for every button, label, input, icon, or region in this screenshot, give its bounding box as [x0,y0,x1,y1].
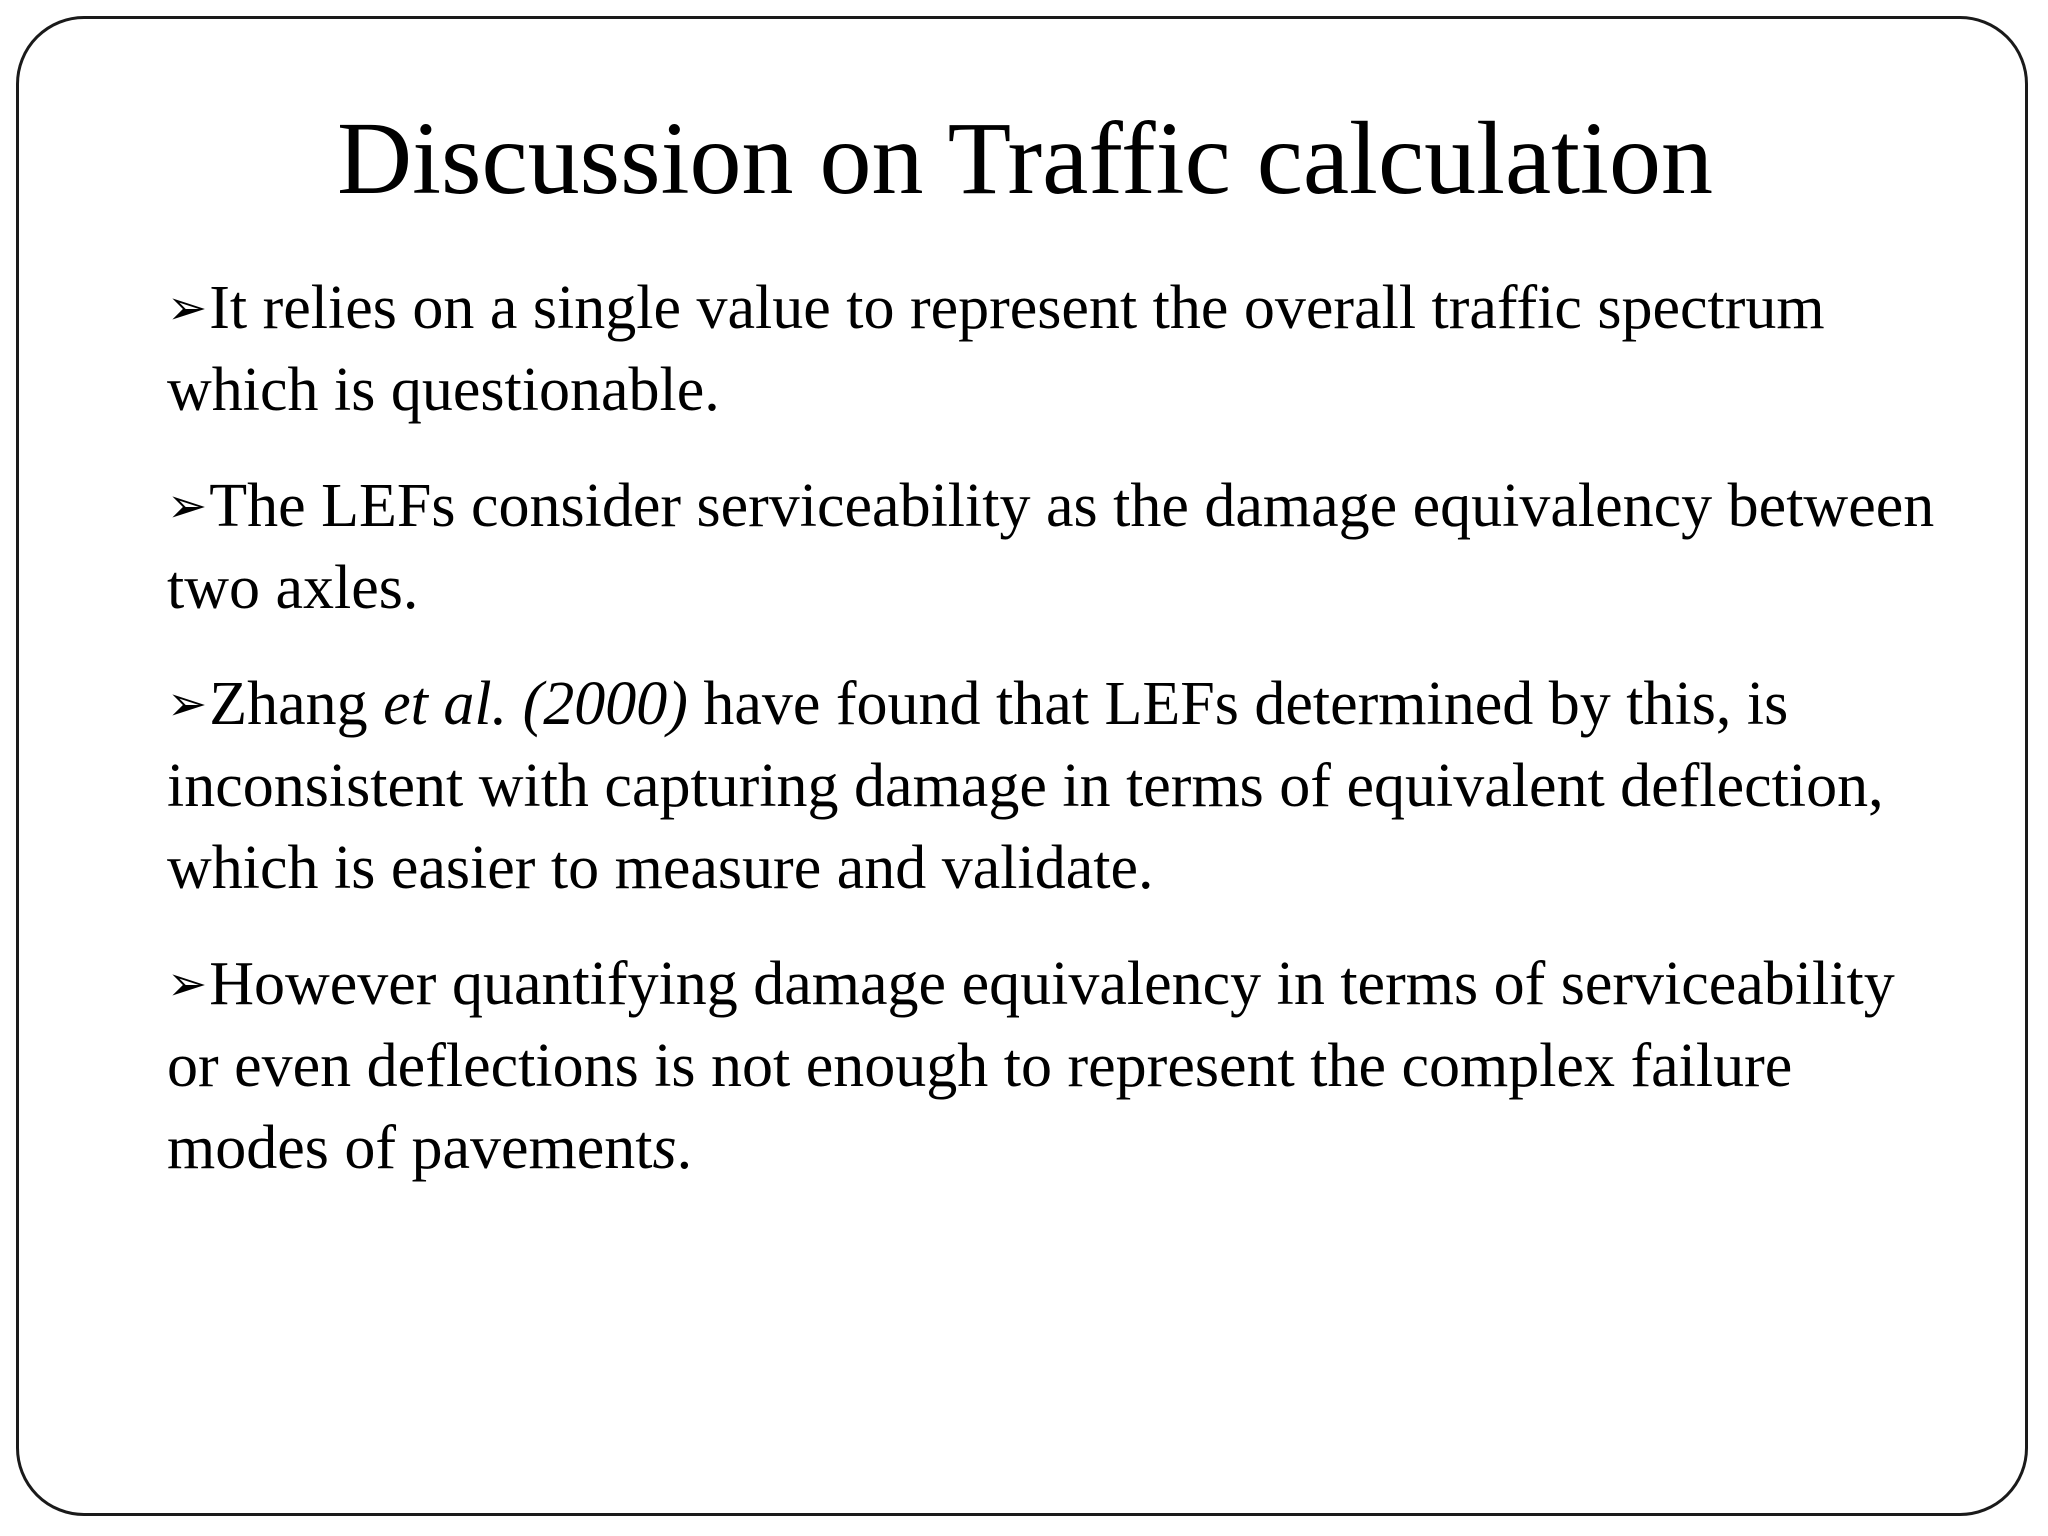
bullet-text: Zhang [209,670,384,738]
arrowhead-bullet-icon: ➢ [167,478,208,534]
bullet-text: It relies on a single value to represent the overall traffic spectrum which is questionable. [167,274,1825,424]
arrowhead-bullet-icon: ➢ [167,280,208,336]
bullet-text: have found that LEFs determined by this, is inconsistent with capturing damage in terms of equivalent deflection, which is easier to measure and validate. [167,670,1884,902]
bullet-text: . [676,1114,693,1182]
bullet-list [167,267,1957,1223]
bullet-text: The LEFs consider serviceability as the damage equivalency between two axles. [167,472,1935,622]
arrowhead-bullet-icon: ➢ [167,676,208,732]
bullet-item [167,465,1957,629]
italic-text: s [652,1114,677,1182]
bullet-item [167,663,1957,909]
bullet-item [167,267,1957,431]
slide-frame [16,16,2028,1516]
slide-title: Discussion on Traffic calculation [337,101,1713,216]
citation-text: et al. (2000) [383,670,688,738]
bullet-text: However quantifying damage equivalency in terms of serviceability or even deflections is not enough to represent the complex failure modes of pavement [167,950,1895,1182]
bullet-item [167,943,1957,1189]
arrowhead-bullet-icon: ➢ [167,956,208,1012]
